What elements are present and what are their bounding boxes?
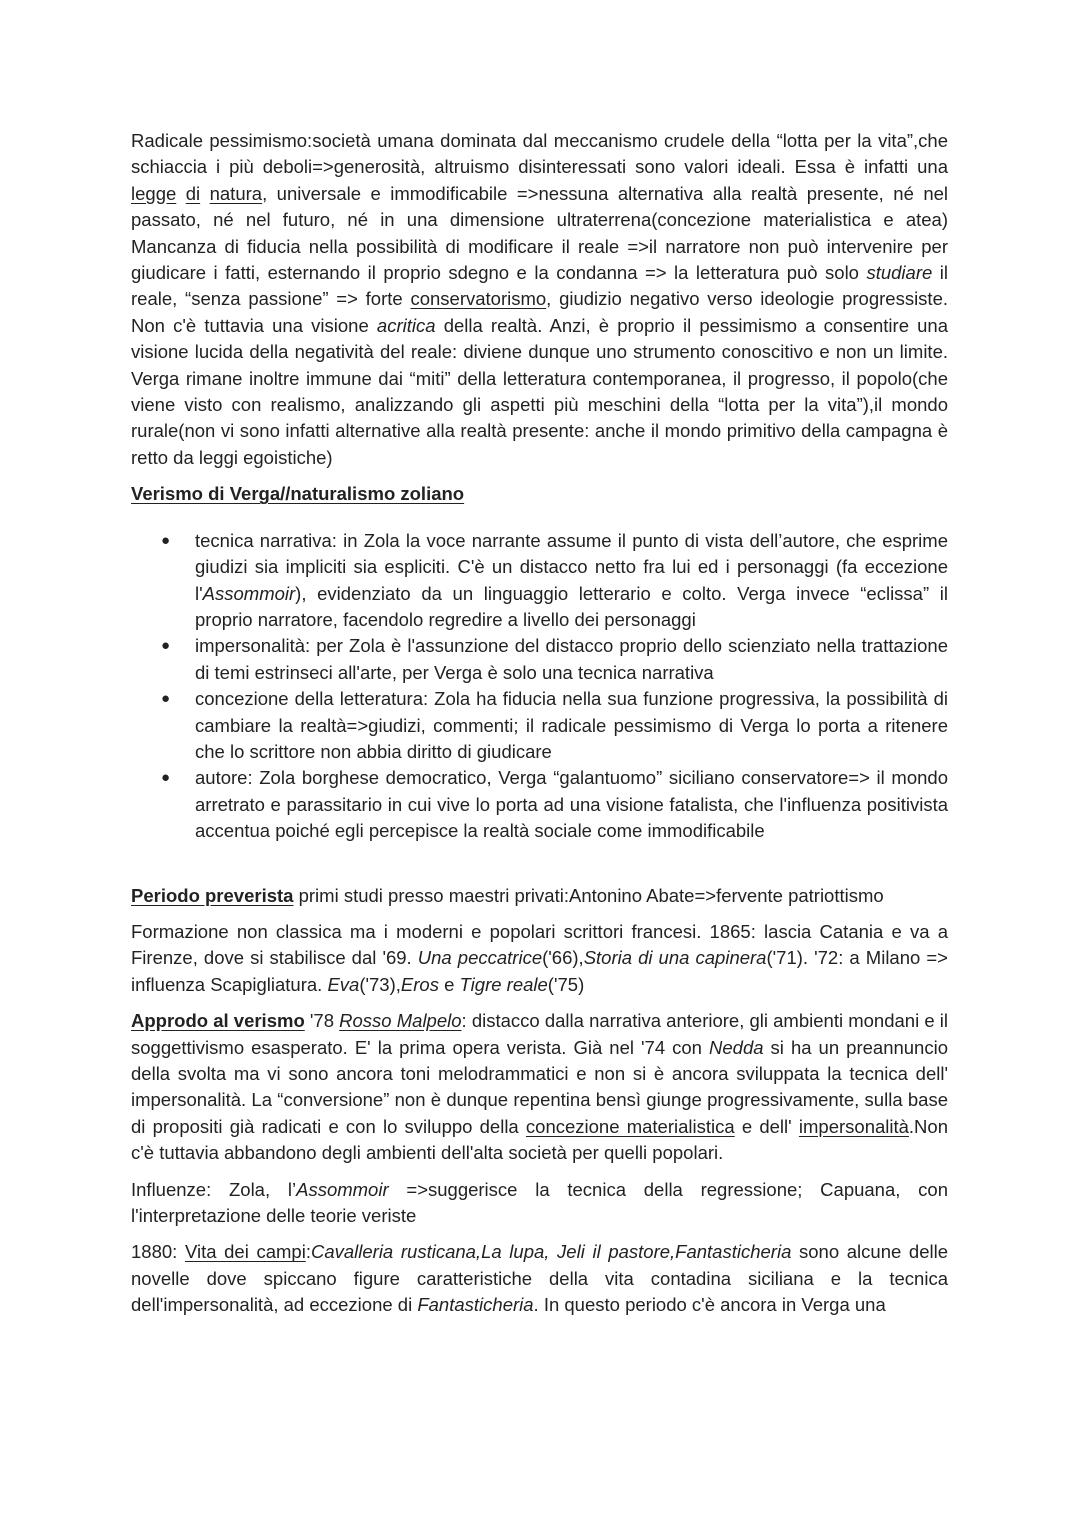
text-run: '78 [304, 1010, 340, 1032]
underlined-term: impersonalità [798, 1115, 909, 1137]
section-heading-verismo [131, 481, 948, 507]
text-run: sono alcune delle novelle dove spiccano figure caratteristiche della vita contadina siciliana e la tecnica dell'impersonalità, ad eccezione di [131, 1241, 949, 1316]
paragraph-pessimismo [131, 128, 948, 471]
italic-term: Assommoir [202, 582, 296, 604]
text-run: si ha un preannuncio della svolta ma vi sono ancora toni melodrammatici e non si è ancora sviluppata la tecnica dell' impersonalità. La “conversione” non è dunque repentina bensì giunge progressivamente, sulla base di propositi già radicati e con lo sviluppo della [131, 1036, 948, 1137]
text-run: primi studi presso maestri privati:Antonino Abate=>fervente patriottismo [293, 884, 884, 906]
text-run: ('75) [547, 973, 585, 995]
list-item [161, 633, 948, 686]
text-run: .Non c'è tuttavia abbandono degli ambienti dell'alta società per quelli popolari. [131, 1115, 948, 1164]
list-item [161, 528, 948, 634]
underlined-term: natura [209, 182, 263, 204]
text-run: ('73), [359, 973, 401, 995]
italic-term: Eros [400, 973, 439, 995]
bullet-icon: ● [161, 637, 171, 655]
italic-term: studiare [866, 262, 933, 284]
underlined-term: di [185, 182, 201, 204]
document-page [131, 128, 948, 1319]
underlined-term: legge [131, 182, 177, 204]
bullet-icon: ● [161, 531, 171, 549]
list-item [161, 765, 948, 844]
bullet-icon: ● [161, 769, 171, 787]
text-run: Formazione non classica ma i moderni e popolari scrittori francesi. 1865: lascia Catania e va a Firenze, dove si stabilisce dal '69. [131, 920, 948, 969]
comparison-list [131, 528, 948, 845]
text-run: ('71). '72: a Milano => influenza Scapigliatura. [131, 947, 948, 995]
text-run: , universale e immodificabile =>nessuna alternativa alla realtà presente, né nel passato, né nel futuro, né in una dimensione ultraterrena(concezione materialistica e atea) Mancanza di fiducia nella possibilità di modificare il reale =>il narratore non può intervenire per giudicare i fatti, esternando il proprio sdegno e la condanna => la letteratura può solo [131, 182, 949, 284]
text-run: . In questo periodo c'è ancora in Verga una [533, 1294, 886, 1316]
bullet-icon: ● [161, 690, 171, 708]
italic-term: Cavalleria rusticana,La lupa, Jeli il pastore,Fantasticheria [310, 1241, 792, 1263]
text-run [176, 183, 185, 204]
italic-term: Una peccatrice [417, 947, 543, 969]
text-run: della realtà. Anzi, è proprio il pessimismo a consentire una visione lucida della negatività del reale: diviene dunque uno strumento conoscitivo e non un limite. Verga rimane inoltre immune dai “miti” della letteratura contemporanea, il progresso, il popolo(che viene visto con realismo, analizzando gli aspetti più meschini della “lotta per la vita”),il mondo rurale(non vi sono infatti alternative alla realtà presente: anche il mondo primitivo della campagna è retto da leggi egoistiche) [131, 314, 949, 468]
italic-term: Tigre reale [459, 973, 548, 995]
list-item [161, 686, 948, 765]
underlined-term: Vita dei campi [184, 1241, 306, 1263]
italic-term: Eva [327, 973, 360, 995]
text-run: ('66), [542, 947, 584, 969]
italic-term: Rosso Malpelo [339, 1010, 462, 1032]
text-run: impersonalità: per Zola è l'assunzione del distacco proprio dello scienziato nella trattazione di temi estrinseci all'arte, per Verga è solo una tecnica narrativa [195, 635, 948, 683]
text-run: : [305, 1241, 311, 1263]
text-run: il reale, “senza passione” => forte [131, 262, 948, 310]
text-run: e [438, 973, 460, 995]
text-run: , giudizio negativo verso ideologie progressiste. Non c'è tuttavia una visione [131, 288, 948, 336]
paragraph-vita-dei-campi [131, 1239, 948, 1318]
paragraph-formazione [131, 919, 948, 998]
text-run: concezione della letteratura: Zola ha fiducia nella sua funzione progressiva, la possibilità di cambiare la realtà=>giudizi, commenti; il radicale pessimismo di Verga lo porta a ritenere che lo scrittore non abbia diritto di giudicare [195, 688, 948, 762]
text-run: : distacco dalla narrativa anteriore, gli ambienti mondani e il soggettivismo esasperato. E' la prima opera verista. Già nel '74 con [131, 1010, 948, 1058]
italic-term: Fantasticheria [417, 1294, 534, 1316]
underlined-term: conservatorismo [410, 288, 547, 310]
text-run: autore: Zola borghese democratico, Verga “galantuomo” siciliano conservatore=> il mondo arretrato e parassitario in cui vive lo porta ad una visione fatalista, che l'influenza positivista accentua poiché egli percepisce la realtà sociale come immodificabile [195, 767, 948, 842]
text-run [200, 183, 209, 204]
heading-text: Approdo al verismo [131, 1010, 305, 1032]
paragraph-influenze [131, 1177, 948, 1230]
text-run: 1880: [131, 1241, 185, 1263]
paragraph-approdo-verismo [131, 1008, 948, 1166]
italic-term: Nedda [709, 1036, 764, 1058]
underlined-term: concezione materialistica [525, 1115, 735, 1137]
italic-term: acritica [376, 314, 436, 336]
italic-term: Assommoir [296, 1178, 389, 1200]
text-run: e dell' [734, 1115, 799, 1137]
text-run: tecnica narrativa: in Zola la voce narrante assume il punto di vista dell’autore, che esprime giudizi sia impliciti sia espliciti. C'è un distacco netto fra lui ed i personaggi (fa eccezione l' [195, 529, 948, 604]
italic-term: Storia di una capinera [583, 947, 767, 969]
paragraph-periodo-preverista [131, 883, 948, 909]
heading-text: Periodo preverista [131, 884, 294, 906]
heading-text: Verismo di Verga//naturalismo zoliano [131, 483, 465, 505]
text-run: ), evidenziato da un linguaggio letterario e colto. Verga invece “eclissa” il proprio narratore, facendolo regredire a livello dei personaggi [195, 582, 948, 630]
text-run: Influenze: Zola, l’ [131, 1178, 297, 1200]
text-run: Radicale pessimismo:società umana dominata dal meccanismo crudele della “lotta per la vita”,che schiaccia i più deboli=>generosità, altruismo disinteressati sono valori ideali. Essa è infatti una [131, 130, 948, 178]
text-run: =>suggerisce la tecnica della regressione; Capuana, con l'interpretazione delle teorie veriste [131, 1178, 948, 1227]
